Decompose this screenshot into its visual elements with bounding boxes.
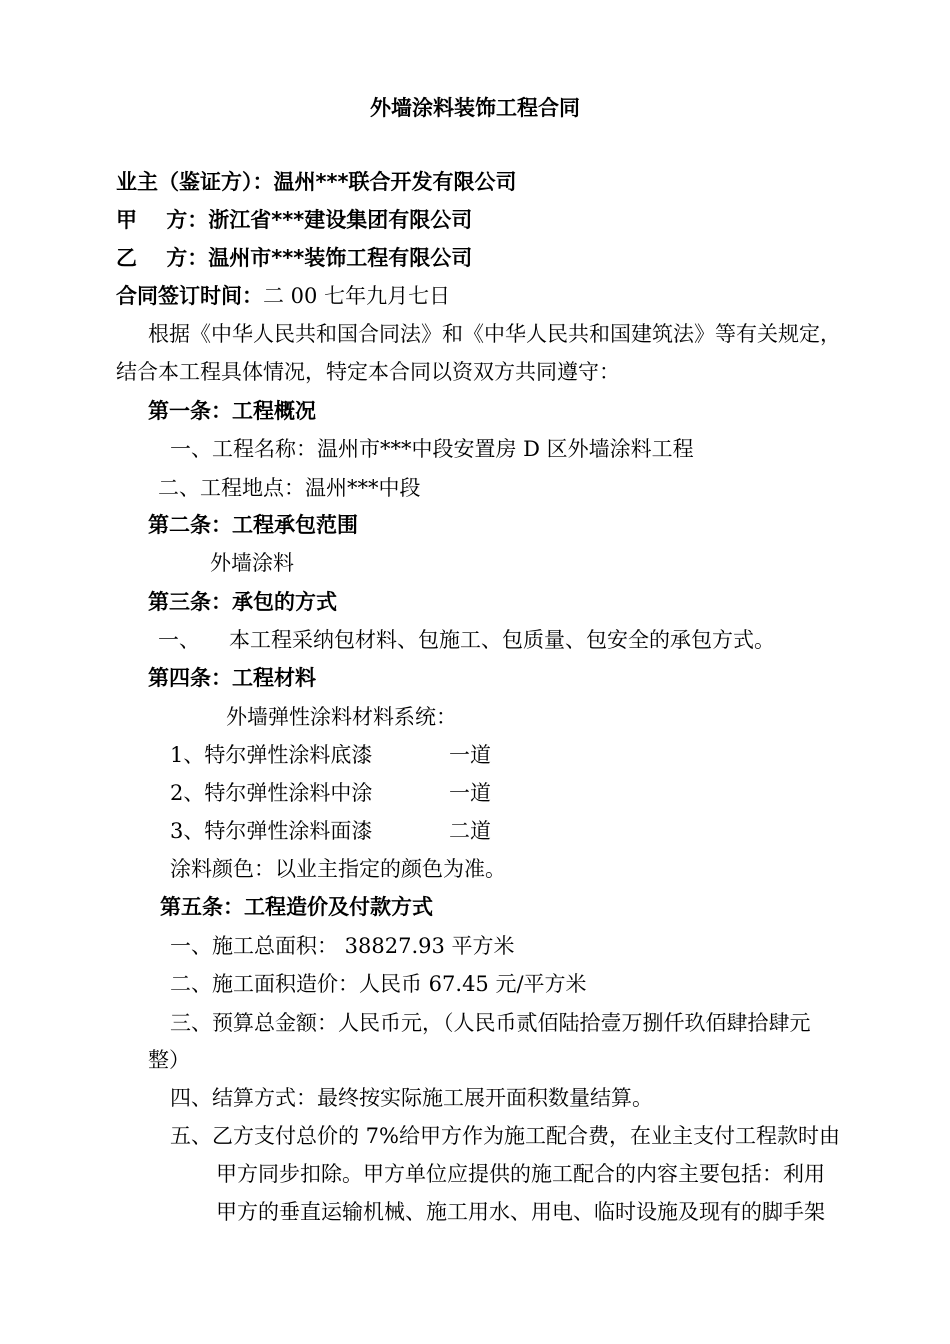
sign-date-line xyxy=(116,282,450,310)
article-1-heading: 第一条：工程概况 xyxy=(148,399,316,423)
material-item-coats: 一道 xyxy=(449,781,491,805)
material-item-name: 2、特尔弹性涂料中涂 xyxy=(170,781,373,805)
article-5-item-5-line-2: 甲方同步扣除。甲方单位应提供的施工配合的内容主要包括：利用 xyxy=(216,1162,825,1186)
article-5-item-1: 一、施工总面积： 38827.93 平方米 xyxy=(170,934,515,958)
article-5-item-2: 二、施工面积造价：人民币 67.45 元/平方米 xyxy=(170,972,587,996)
material-system: 外墙弹性涂料材料系统： xyxy=(226,705,457,729)
party-b-line xyxy=(116,244,472,272)
article-5-item-3-line-1: 三、预算总金额：人民币元，（人民币贰佰陆拾壹万捌仟玖佰肆拾肆元 xyxy=(170,1011,811,1035)
material-item-name: 3、特尔弹性涂料面漆 xyxy=(170,819,373,843)
article-3-item-number: 一、 xyxy=(158,628,200,652)
article-3-heading: 第三条：承包的方式 xyxy=(148,590,337,614)
paint-color-note: 涂料颜色：以业主指定的颜色为准。 xyxy=(170,857,506,881)
article-5-item-3-line-2: 整） xyxy=(148,1048,190,1072)
party-b-label: 乙 方： xyxy=(116,246,209,270)
intro-line-2: 结合本工程具体情况，特定本合同以资双方共同遵守： xyxy=(116,360,620,384)
article-5-heading: 第五条：工程造价及付款方式 xyxy=(160,895,433,919)
party-a-line xyxy=(116,206,472,234)
owner-line xyxy=(116,168,516,196)
article-2-heading: 第二条：工程承包范围 xyxy=(148,513,358,537)
article-1-item-2: 二、工程地点：温州***中段 xyxy=(158,476,421,500)
material-item-coats: 一道 xyxy=(449,743,491,767)
party-a-label: 甲 方： xyxy=(116,208,209,232)
party-b-name: 温州市***装饰工程有限公司 xyxy=(208,246,473,270)
sign-date-label: 合同签订时间： xyxy=(116,284,263,308)
article-1-item-1: 一、工程名称：温州市***中段安置房 D 区外墙涂料工程 xyxy=(170,437,694,461)
article-2-content: 外墙涂料 xyxy=(210,551,294,575)
party-a-name: 浙江省***建设集团有限公司 xyxy=(208,208,473,232)
material-item-coats: 二道 xyxy=(449,819,491,843)
owner-label: 业主（鉴证方）： xyxy=(116,170,274,194)
document-title: 外墙涂料装饰工程合同 xyxy=(370,96,580,120)
article-5-item-4: 四、结算方式：最终按实际施工展开面积数量结算。 xyxy=(170,1086,653,1110)
sign-date-value: 二 00 七年九月七日 xyxy=(263,284,451,308)
article-4-heading: 第四条：工程材料 xyxy=(148,666,316,690)
article-5-item-5-line-1: 五、乙方支付总价的 7%给甲方作为施工配合费，在业主支付工程款时由 xyxy=(170,1124,840,1148)
article-5-item-5-line-3: 甲方的垂直运输机械、施工用水、用电、临时设施及现有的脚手架 xyxy=(216,1200,825,1224)
material-item-name: 1、特尔弹性涂料底漆 xyxy=(170,743,373,767)
intro-line-1: 根据《中华人民共和国合同法》和《中华人民共和国建筑法》等有关规定， xyxy=(148,322,841,346)
owner-name: 温州***联合开发有限公司 xyxy=(273,170,517,194)
article-3-item-text: 本工程采纳包材料、包施工、包质量、包安全的承包方式。 xyxy=(229,628,775,652)
